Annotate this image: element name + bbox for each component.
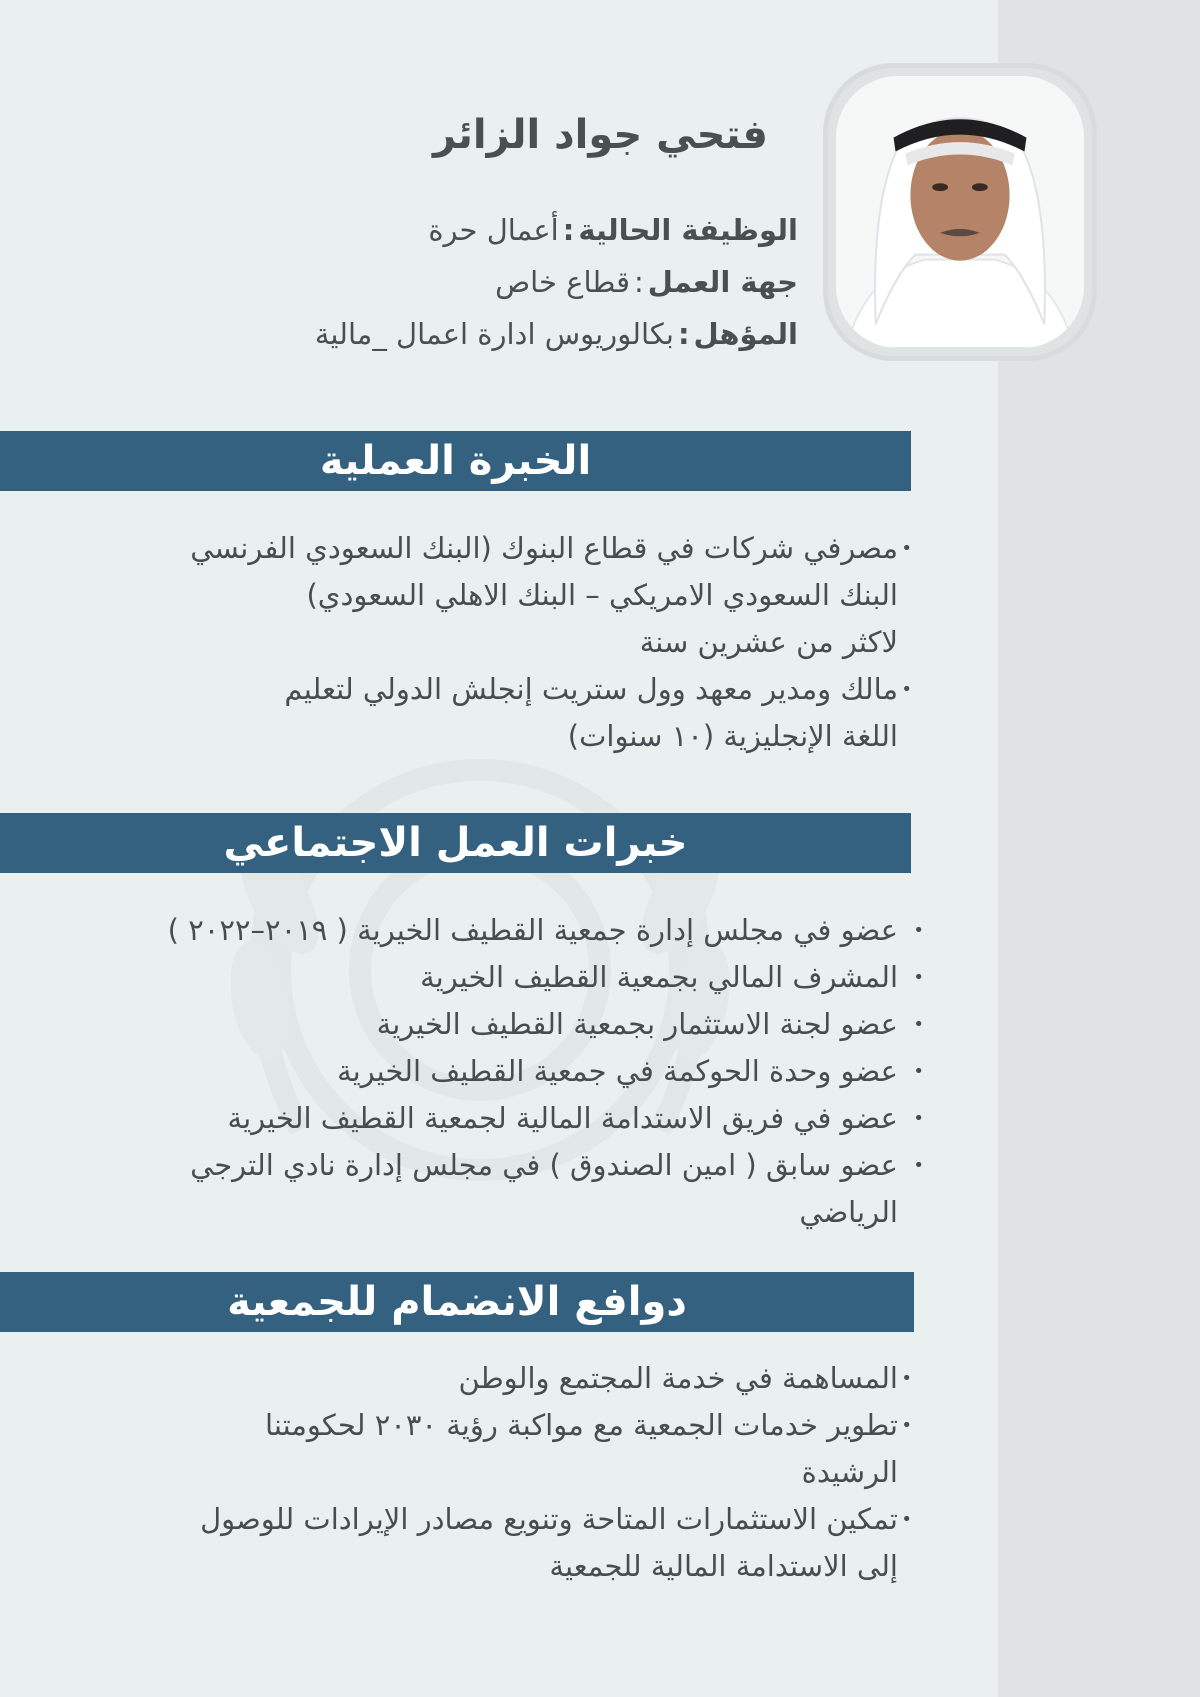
list-item [18,1048,924,1095]
current-job-label: الوظيفة الحالية [578,213,798,247]
employer-separator: : [633,265,644,299]
bullet-dot: • [901,679,912,700]
bullet-dot: • [913,920,924,941]
list-item-line: تمكين الاستثمارات المتاحة وتنويع مصادر الإيرادات للوصول [200,1502,898,1536]
motives-list [18,1355,912,1590]
employer-line [495,265,798,299]
list-item [18,1095,924,1142]
list-item-line: اللغة الإنجليزية (١٠ سنوات) [567,719,898,753]
list-item-line: عضو في مجلس إدارة جمعية القطيف الخيرية ( ٢٠١٩–٢٠٢٢ ) [167,913,898,947]
list-item [18,954,924,1001]
profile-photo-frame [823,63,1097,361]
bullet-dot: • [913,1061,924,1082]
portrait-photo [836,76,1084,348]
list-item [18,907,924,954]
social-section-title: خبرات العمل الاجتماعي [0,813,911,873]
current-job-value: أعمال حرة [428,213,559,247]
list-item [18,1402,912,1496]
profile-photo [836,76,1084,348]
bullet-dot: • [901,538,912,559]
list-item-line: المساهمة في خدمة المجتمع والوطن [458,1361,898,1395]
social-list [18,907,924,1236]
person-name: فتحي جواد الزائر [432,112,768,158]
list-item-line: تطوير خدمات الجمعية مع مواكبة رؤية ٢٠٣٠ لحكومتنا [265,1408,898,1442]
list-item-line: عضو وحدة الحوكمة في جمعية القطيف الخيرية [337,1054,898,1088]
employer-value: قطاع خاص [495,265,630,299]
list-item-line: مالك ومدير معهد وول ستريت إنجلش الدولي لتعليم [284,672,898,706]
list-item-line: عضو في فريق الاستدامة المالية لجمعية القطيف الخيرية [227,1101,898,1135]
list-item-line: المشرف المالي بجمعية القطيف الخيرية [420,960,898,994]
qualification-separator: : [677,317,690,351]
list-item-line: عضو سابق ( امين الصندوق ) في مجلس إدارة نادي الترجي [190,1148,898,1182]
bullet-dot: • [901,1415,912,1436]
list-item [18,666,912,760]
bullet-dot: • [913,967,924,988]
list-item [18,1355,912,1402]
bullet-dot: • [913,1014,924,1035]
employer-label: جهة العمل [647,265,798,299]
list-item-line: لاكثر من عشرين سنة [639,625,898,659]
bullet-dot: • [901,1368,912,1389]
list-item-line: البنك السعودي الامريكي – البنك الاهلي السعودي) [306,578,898,612]
list-item-line: الرشيدة [801,1455,898,1489]
motives-section-title: دوافع الانضمام للجمعية [0,1272,914,1332]
list-item [18,1142,924,1236]
list-item-line: إلى الاستدامة المالية للجمعية [549,1549,898,1583]
list-item [18,1001,924,1048]
current-job-separator: : [562,213,575,247]
list-item [18,525,912,666]
experience-list [18,525,912,760]
current-job-line [428,213,798,247]
experience-section-title: الخبرة العملية [0,431,911,491]
bullet-dot: • [913,1155,924,1176]
list-item-line: الرياضي [799,1195,898,1229]
list-item-line: عضو لجنة الاستثمار بجمعية القطيف الخيرية [376,1007,898,1041]
qualification-label: المؤهل [693,317,798,351]
qualification-line [315,317,798,351]
qualification-value: بكالوريوس ادارة اعمال _مالية [314,317,674,351]
list-item [18,1496,912,1590]
bullet-dot: • [901,1509,912,1530]
bullet-dot: • [913,1108,924,1129]
list-item-line: مصرفي شركات في قطاع البنوك (البنك السعودي الفرنسي [190,531,898,565]
